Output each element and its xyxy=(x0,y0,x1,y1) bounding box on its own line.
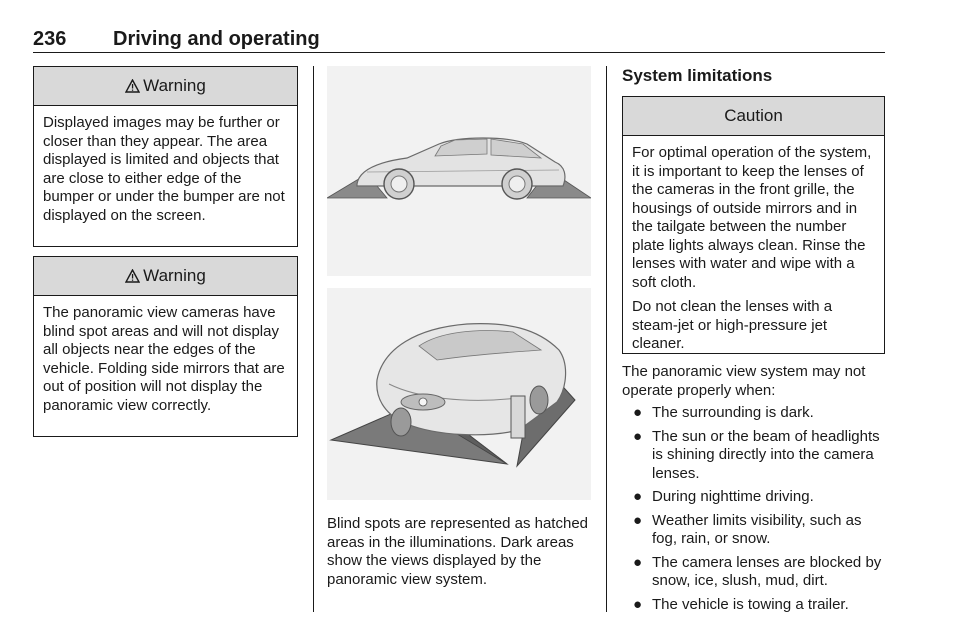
warning-box-2-title: Warning xyxy=(143,266,206,285)
list-item xyxy=(622,596,886,615)
column-divider-1 xyxy=(313,66,314,612)
list-item xyxy=(622,428,886,484)
warning-box-2-header xyxy=(34,257,297,296)
bullet-icon: ● xyxy=(633,404,643,421)
list-item-text: The vehicle is towing a trailer. xyxy=(652,595,849,613)
list-item-text: The surrounding is dark. xyxy=(652,404,814,421)
section-title: Driving and operating xyxy=(113,28,320,50)
car-perspective-view-illustration xyxy=(327,288,591,500)
warning-box-1-text: Displayed images may be further or closer than they appear. The area displayed is limited and objects that are close to either edge of the bumper or under the bumper are not displayed on the screen. xyxy=(43,114,285,224)
bullet-icon: ● xyxy=(633,488,643,505)
page-header xyxy=(33,28,885,53)
caution-box-header xyxy=(623,97,884,136)
warning-box-2-text: The panoramic view cameras have blind spot areas and will not display all objects near the edges of the vehicle. Folding side mirrors that are out of position will not display the panoramic view correctly. xyxy=(43,304,285,414)
list-item xyxy=(622,512,886,549)
list-item xyxy=(622,404,886,423)
caution-box-title: Caution xyxy=(724,106,783,125)
bullet-icon: ● xyxy=(633,511,643,529)
limitations-list xyxy=(622,404,886,619)
figure-caption: Blind spots are represented as hatched areas in the illuminations. Dark areas show the views displayed by the panoramic view system. xyxy=(327,515,588,588)
caution-box xyxy=(622,96,885,354)
list-item xyxy=(622,488,886,507)
system-limitations-heading: System limitations xyxy=(622,66,773,85)
warning-box-2 xyxy=(33,256,298,437)
list-item-text: The sun or the beam of headlights is shining directly into the camera lenses. xyxy=(652,427,880,482)
column-divider-2 xyxy=(606,66,607,612)
warning-box-1 xyxy=(33,66,298,247)
warning-box-1-title: Warning xyxy=(143,76,206,95)
list-item-text: The camera lenses are blocked by snow, ice, slush, mud, dirt. xyxy=(652,553,882,589)
car-side-view-illustration xyxy=(327,66,591,276)
list-item xyxy=(622,554,886,591)
list-item-text: During nighttime driving. xyxy=(652,488,814,505)
caution-paragraph-1: For optimal operation of the system, it is important to keep the lenses of the cameras in the front grille, the housings of outside mirrors and in the tailgate between the number plate lights always clean. Rinse the lenses with water and wipe with a soft cloth. xyxy=(632,144,872,291)
bullet-icon: ● xyxy=(633,595,643,613)
bullet-icon: ● xyxy=(633,553,643,571)
warning-triangle-icon xyxy=(125,79,140,93)
caution-paragraph-2: Do not clean the lenses with a steam-jet or high-pressure jet cleaner. xyxy=(632,298,833,352)
page-number: 236 xyxy=(33,28,67,50)
warning-triangle-icon xyxy=(125,269,140,283)
list-item-text: Weather limits visibility, such as fog, rain, or snow. xyxy=(652,511,862,547)
warning-box-1-header xyxy=(34,67,297,106)
limitations-intro: The panoramic view system may not operate properly when: xyxy=(622,363,866,399)
bullet-icon: ● xyxy=(633,427,643,445)
